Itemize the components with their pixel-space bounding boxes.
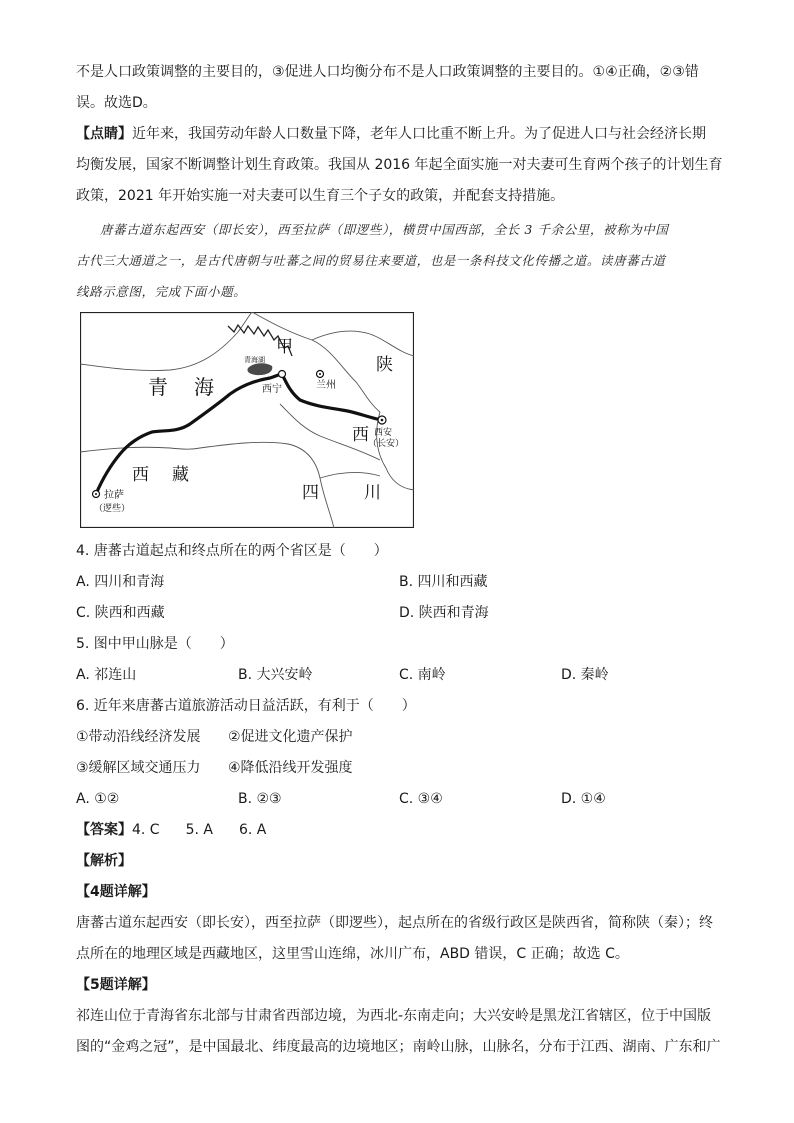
q4-detail-line: 点所在的地理区域是西藏地区，这里雪山连绵，冰川广布，ABD 错误，C 正确；故选 C。 — [76, 946, 629, 962]
analysis-tag: 【解析】 — [76, 853, 132, 869]
q6-option-c[interactable]: C. ③④ — [399, 791, 443, 807]
label-xining: 西宁 — [262, 384, 282, 395]
label-zang: 藏 — [172, 465, 189, 485]
label-lasa: 拉萨 — [104, 490, 124, 501]
label-shan: 陕 — [376, 355, 393, 375]
answer-tag: 【答案】 — [76, 822, 132, 838]
q4-detail-line: 唐蕃古道东起西安（即长安），西至拉萨（即逻些），起点所在的省级行政区是陕西省，简称陕（秦）；终 — [76, 915, 713, 931]
q5-option-a[interactable]: A. 祁连山 — [76, 667, 137, 683]
q5-option-c[interactable]: C. 南岭 — [399, 667, 446, 683]
question-6-stem: 6. 近年来唐蕃古道旅游活动日益活跃，有利于（ ） — [76, 698, 416, 714]
paragraph-line: 误。故选D。 — [76, 95, 157, 111]
q4-option-b[interactable]: B. 四川和西藏 — [399, 574, 488, 590]
q6-item-2: ②促进文化遗产保护 — [228, 729, 353, 745]
intro-line: 古代三大通道之一，是古代唐朝与吐蕃之间的贸易往来要道，也是一条科技文化传播之道。读唐蕃古道 — [76, 253, 666, 268]
label-hai: 海 — [194, 375, 214, 399]
answer-6: 6. A — [238, 822, 267, 838]
answer-line — [76, 820, 266, 840]
label-xian: 西安 — [374, 428, 393, 438]
q6-option-b[interactable]: B. ②③ — [238, 791, 282, 807]
question-4-stem: 4. 唐蕃古道起点和终点所在的两个省区是（ ） — [76, 543, 388, 559]
label-changan: （长安） — [368, 439, 405, 449]
q5-detail-line: 图的“金鸡之冠”，是中国最北、纬度最高的边境地区；南岭山脉，山脉名，分布于江西、湖南、广东和广 — [76, 1039, 721, 1055]
paragraph-line: 均衡发展，国家不断调整计划生育政策。我国从 2016 年起全面实施一对夫妻可生育两个孩子的计划生育 — [76, 157, 723, 173]
intro-line: 唐蕃古道东起西安（即长安），西至拉萨（即逻些），横贯中国西部，全长 3 千余公里，被称为中国 — [100, 222, 669, 237]
label-luoxie: （逻些） — [94, 504, 131, 514]
q5-detail-tag: 【5题详解】 — [76, 977, 156, 993]
label-jia: 甲 — [276, 337, 293, 357]
answer-5: 5. A — [185, 822, 213, 838]
label-lanzhou: 兰州 — [316, 380, 336, 391]
paragraph-line: 不是人口政策调整的主要目的，③促进人口均衡分布不是人口政策调整的主要目的。①④正确，②③错 — [76, 64, 699, 80]
q6-item-1: ①带动沿线经济发展 — [76, 729, 201, 745]
label-xi: 西 — [352, 425, 369, 445]
dianjing-paragraph — [76, 124, 706, 144]
q5-detail-line: 祁连山位于青海省东北部与甘肃省西部边境，为西北-东南走向；大兴安岭是黑龙江省辖区，位于中国版 — [76, 1008, 712, 1024]
q6-item-3: ③缓解区域交通压力 — [76, 760, 201, 776]
q4-option-a[interactable]: A. 四川和青海 — [76, 574, 165, 590]
label-qinghai-lake: 青海湖 — [244, 356, 265, 364]
question-5-stem: 5. 图中甲山脉是（ ） — [76, 636, 234, 652]
q6-option-d[interactable]: D. ①④ — [561, 791, 606, 807]
q6-item-4: ④降低沿线开发强度 — [228, 760, 353, 776]
tangbo-road-map — [80, 312, 414, 528]
label-si: 四 — [302, 483, 319, 503]
q4-detail-tag: 【4题详解】 — [76, 884, 156, 900]
paragraph-line: 政策，2021 年开始实施一对夫妻可以生育三个子女的政策，并配套支持措施。 — [76, 188, 565, 204]
label-qing: 青 — [148, 375, 170, 399]
q4-option-d[interactable]: D. 陕西和青海 — [399, 605, 489, 621]
intro-line: 线路示意图，完成下面小题。 — [76, 284, 247, 299]
xining-marker — [279, 371, 286, 378]
q4-option-c[interactable]: C. 陕西和西藏 — [76, 605, 165, 621]
q6-option-a[interactable]: A. ①② — [76, 791, 120, 807]
label-chuan: 川 — [364, 483, 381, 503]
paragraph-text: 近年来，我国劳动年龄人口数量下降，老年人口比重不断上升。为了促进人口与社会经济长期 — [132, 126, 706, 142]
label-xi2: 西 — [132, 465, 149, 485]
dianjing-tag: 【点睛】 — [76, 126, 132, 142]
answer-4: 4. C — [132, 822, 160, 838]
q5-option-b[interactable]: B. 大兴安岭 — [238, 667, 313, 683]
q5-option-d[interactable]: D. 秦岭 — [561, 667, 609, 683]
